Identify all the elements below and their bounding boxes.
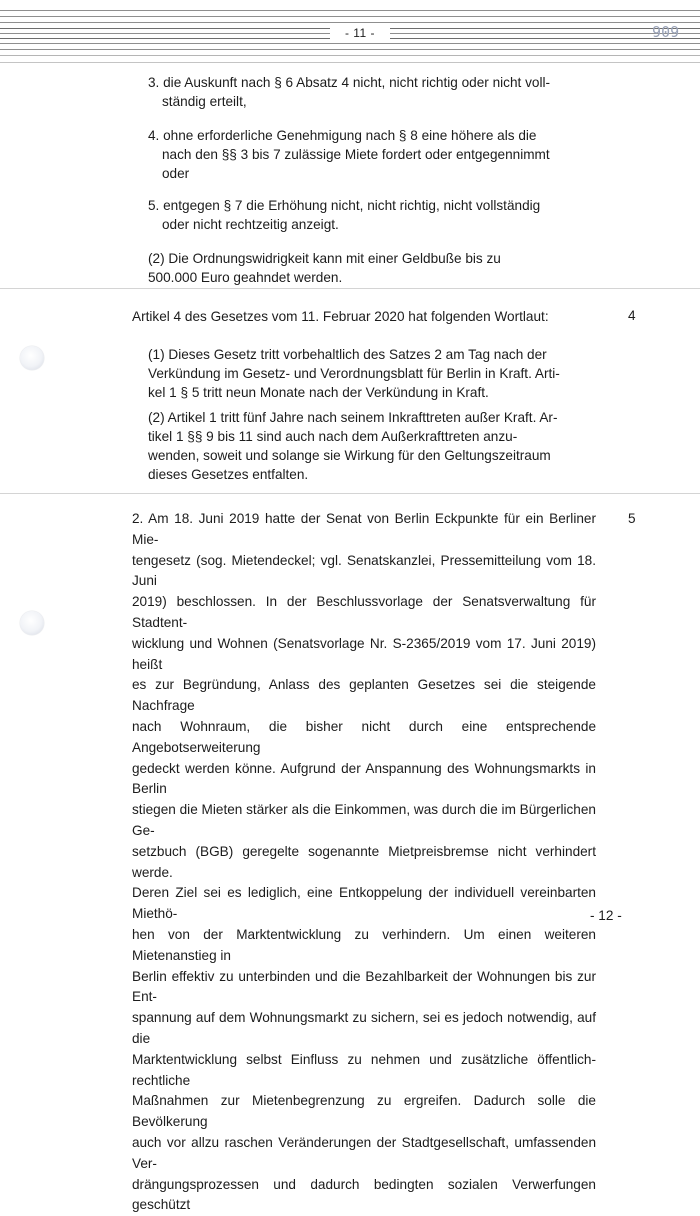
margin-number-5: 5 [628, 511, 636, 526]
text-line: dieses Gesetzes entfalten. [148, 465, 583, 484]
list-item-3 [148, 73, 583, 111]
list-item-number: 4. [148, 128, 159, 143]
list-item-number: 3. [148, 75, 159, 90]
list-item-line: entgegen § 7 die Erhöhung nicht, nicht richtig, nicht vollständig [163, 198, 540, 213]
text-line: gedeckt werden könne. Aufgrund der Anspannung des Wohnungsmarkts in Berlin [132, 759, 596, 801]
text-line: Berlin effektiv zu unterbinden und die Bezahlbarkeit der Wohnungen bis zur Ent- [132, 967, 596, 1009]
text-line: kel 1 § 5 tritt neun Monate nach der Verkündung in Kraft. [148, 383, 583, 402]
section-divider [0, 493, 700, 494]
text-line: setzbuch (BGB) geregelte sogenannte Mietpreisbremse nicht verhindert werde. [132, 842, 596, 884]
text-line: (2) Die Ordnungswidrigkeit kann mit einer Geldbuße bis zu [148, 249, 583, 268]
text-line: stiegen die Mieten stärker als die Einkommen, was durch die im Bürgerlichen Ge- [132, 800, 596, 842]
paragraph-2-fine [148, 249, 583, 287]
received-stamp: 606 [652, 22, 679, 40]
list-item-line: oder nicht rechtzeitig anzeigt. [148, 215, 583, 234]
text-line: nach Wohnraum, die bisher nicht durch eine entsprechende Angebotserweiterung [132, 717, 596, 759]
list-item-line: nach den §§ 3 bis 7 zulässige Miete fordert oder entgegennimmt [148, 145, 583, 164]
punch-hole-bottom [20, 611, 44, 635]
article4-intro: Artikel 4 des Gesetzes vom 11. Februar 2020 hat folgenden Wortlaut: [132, 307, 602, 326]
text-line: tikel 1 §§ 9 bis 11 sind auch nach dem Außerkrafttreten anzu- [148, 427, 583, 446]
text-line: auch vor allzu raschen Veränderungen der Stadtgesellschaft, umfassenden Ver- [132, 1133, 596, 1175]
list-item-5 [148, 196, 583, 234]
list-item-number: 5. [148, 198, 159, 213]
text-line: tengesetz (sog. Mietendeckel; vgl. Senatskanzlei, Pressemitteilung vom 18. Juni [132, 551, 596, 593]
list-item-line: ständig erteilt, [148, 92, 583, 111]
list-item-line: die Auskunft nach § 6 Absatz 4 nicht, nicht richtig oder nicht voll- [163, 75, 550, 90]
article4-paragraph-1 [148, 345, 583, 402]
text-line: 500.000 Euro geahndet werden. [148, 268, 583, 287]
punch-hole-top [20, 346, 44, 370]
margin-number-4: 4 [628, 308, 636, 323]
text-line: hen von der Marktentwicklung zu verhindern. Um einen weiteren Mietenanstieg in [132, 925, 596, 967]
next-page-number: - 12 - [590, 908, 622, 923]
text-line: Deren Ziel sei es lediglich, eine Entkoppelung der individuell vereinbarten Miethö- [132, 883, 596, 925]
article4-paragraph-2 [148, 408, 583, 484]
text-line: drängungsprozessen und dadurch bedingten sozialen Verwerfungen geschützt [132, 1175, 596, 1216]
section-2-paragraph [132, 509, 596, 1216]
text-line: Marktentwicklung selbst Einfluss zu nehmen und zusätzliche öffentlich-rechtliche [132, 1050, 596, 1092]
text-line: Maßnahmen zur Mietenbegrenzung zu ergreifen. Dadurch solle die Bevölkerung [132, 1091, 596, 1133]
list-item-4 [148, 126, 583, 183]
text-line: (1) Dieses Gesetz tritt vorbehaltlich des Satzes 2 am Tag nach der [148, 345, 583, 364]
text-line: Verkündung im Gesetz- und Verordnungsblatt für Berlin in Kraft. Arti- [148, 364, 583, 383]
text-line: spannung auf dem Wohnungsmarkt zu sichern, sei es jedoch notwendig, auf die [132, 1008, 596, 1050]
text-line: 2. Am 18. Juni 2019 hatte der Senat von Berlin Eckpunkte für ein Berliner Mie- [132, 509, 596, 551]
text-line: wenden, soweit und solange sie Wirkung für den Geltungszeitraum [148, 446, 583, 465]
page-number-top: - 11 - [330, 26, 390, 40]
section-divider [0, 288, 700, 289]
text-line: (2) Artikel 1 tritt fünf Jahre nach seinem Inkrafttreten außer Kraft. Ar- [148, 408, 583, 427]
text-line: 2019) beschlossen. In der Beschlussvorlage der Senatsverwaltung für Stadtent- [132, 592, 596, 634]
text-line: wicklung und Wohnen (Senatsvorlage Nr. S-2365/2019 vom 17. Juni 2019) heißt [132, 634, 596, 676]
list-item-line: ohne erforderliche Genehmigung nach § 8 eine höhere als die [163, 128, 536, 143]
list-item-line: oder [148, 164, 583, 183]
text-line: es zur Begründung, Anlass des geplanten Gesetzes sei die steigende Nachfrage [132, 675, 596, 717]
